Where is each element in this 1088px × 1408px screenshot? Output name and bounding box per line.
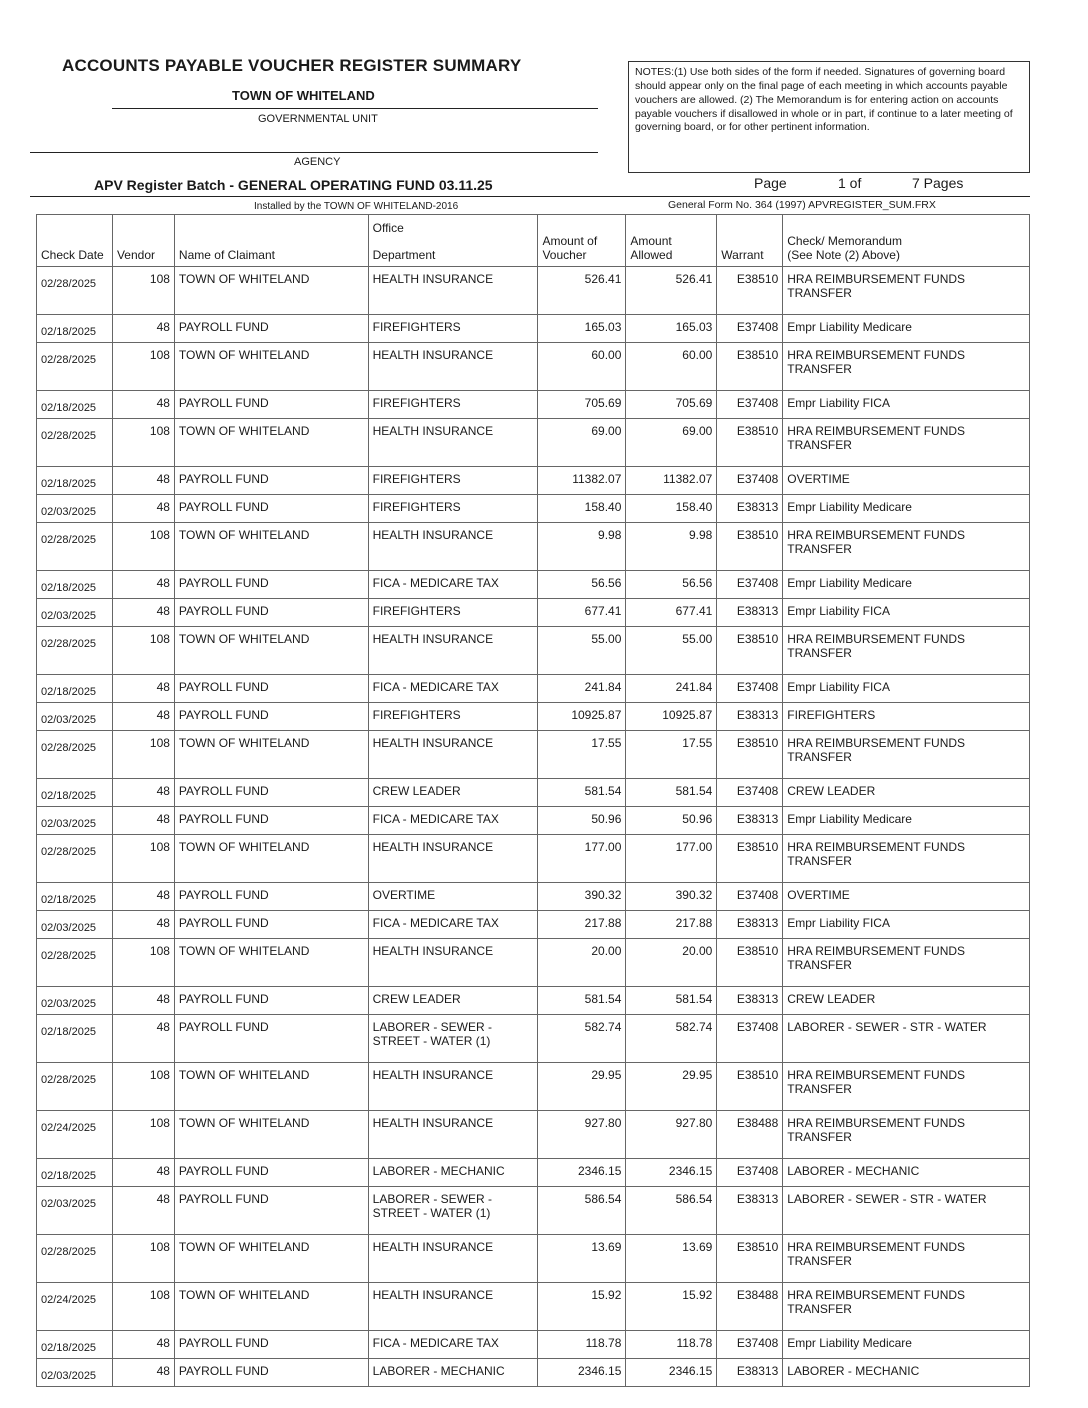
cell-warrant: E38313: [717, 703, 783, 731]
header-memorandum: [783, 215, 1030, 267]
cell-department: HEALTH INSURANCE: [368, 627, 538, 675]
cell-amount-allowed: 10925.87: [626, 703, 717, 731]
cell-department: OVERTIME: [368, 883, 538, 911]
cell-department: HEALTH INSURANCE: [368, 1063, 538, 1111]
cell-amount-voucher: 2346.15: [538, 1359, 626, 1387]
cell-check-date: 02/03/2025: [37, 987, 113, 1015]
cell-claimant: TOWN OF WHITELAND: [174, 267, 368, 315]
cell-check-date: 02/18/2025: [37, 467, 113, 495]
cell-memorandum: LABORER - SEWER - STR - WATER: [783, 1015, 1030, 1063]
cell-memorandum: Empr Liability Medicare: [783, 495, 1030, 523]
cell-check-date: 02/28/2025: [37, 1235, 113, 1283]
cell-vendor: 48: [112, 779, 174, 807]
cell-vendor: 48: [112, 571, 174, 599]
cell-warrant: E38488: [717, 1283, 783, 1331]
cell-amount-allowed: 9.98: [626, 523, 717, 571]
cell-warrant: E37408: [717, 1159, 783, 1187]
cell-check-date: 02/18/2025: [37, 779, 113, 807]
cell-warrant: E38313: [717, 495, 783, 523]
cell-department: LABORER - MECHANIC: [368, 1159, 538, 1187]
table-row: [37, 419, 1030, 467]
table-row: [37, 523, 1030, 571]
cell-vendor: 108: [112, 1111, 174, 1159]
cell-department: HEALTH INSURANCE: [368, 731, 538, 779]
cell-department: FICA - MEDICARE TAX: [368, 571, 538, 599]
cell-amount-voucher: 17.55: [538, 731, 626, 779]
cell-claimant: TOWN OF WHITELAND: [174, 419, 368, 467]
cell-amount-voucher: 390.32: [538, 883, 626, 911]
table-row: [37, 627, 1030, 675]
cell-vendor: 48: [112, 467, 174, 495]
cell-memorandum: Empr Liability Medicare: [783, 1331, 1030, 1359]
cell-check-date: 02/28/2025: [37, 419, 113, 467]
table-row: [37, 1283, 1030, 1331]
cell-check-date: 02/24/2025: [37, 1111, 113, 1159]
cell-amount-voucher: 677.41: [538, 599, 626, 627]
cell-amount-allowed: 15.92: [626, 1283, 717, 1331]
header-department: Department: [372, 248, 436, 262]
cell-warrant: E38510: [717, 419, 783, 467]
cell-check-date: 02/24/2025: [37, 1283, 113, 1331]
cell-amount-voucher: 705.69: [538, 391, 626, 419]
cell-warrant: E38510: [717, 343, 783, 391]
cell-vendor: 48: [112, 807, 174, 835]
cell-vendor: 108: [112, 267, 174, 315]
cell-amount-allowed: 582.74: [626, 1015, 717, 1063]
header-amount-voucher: Amount of Voucher: [538, 215, 626, 267]
cell-vendor: 48: [112, 703, 174, 731]
cell-memorandum: Empr Liability Medicare: [783, 571, 1030, 599]
cell-vendor: 48: [112, 1159, 174, 1187]
cell-amount-voucher: 55.00: [538, 627, 626, 675]
cell-claimant: PAYROLL FUND: [174, 571, 368, 599]
cell-amount-allowed: 29.95: [626, 1063, 717, 1111]
table-row: [37, 1331, 1030, 1359]
table-row: [37, 1359, 1030, 1387]
cell-department: HEALTH INSURANCE: [368, 1283, 538, 1331]
cell-check-date: 02/28/2025: [37, 627, 113, 675]
cell-amount-voucher: 2346.15: [538, 1159, 626, 1187]
cell-amount-voucher: 118.78: [538, 1331, 626, 1359]
cell-memorandum: Empr Liability FICA: [783, 391, 1030, 419]
cell-vendor: 108: [112, 419, 174, 467]
cell-department: HEALTH INSURANCE: [368, 419, 538, 467]
cell-department: HEALTH INSURANCE: [368, 523, 538, 571]
table-row: [37, 731, 1030, 779]
cell-claimant: PAYROLL FUND: [174, 467, 368, 495]
cell-amount-voucher: 217.88: [538, 911, 626, 939]
cell-department: FIREFIGHTERS: [368, 315, 538, 343]
cell-amount-allowed: 581.54: [626, 779, 717, 807]
cell-vendor: 108: [112, 523, 174, 571]
cell-warrant: E38510: [717, 523, 783, 571]
cell-vendor: 48: [112, 911, 174, 939]
cell-memorandum: LABORER - MECHANIC: [783, 1359, 1030, 1387]
cell-warrant: E37408: [717, 315, 783, 343]
cell-amount-voucher: 56.56: [538, 571, 626, 599]
cell-department: FIREFIGHTERS: [368, 599, 538, 627]
cell-claimant: PAYROLL FUND: [174, 391, 368, 419]
cell-amount-voucher: 177.00: [538, 835, 626, 883]
cell-check-date: 02/18/2025: [37, 391, 113, 419]
cell-department: HEALTH INSURANCE: [368, 1235, 538, 1283]
cell-warrant: E38510: [717, 731, 783, 779]
cell-memorandum: HRA REIMBURSEMENT FUNDS TRANSFER: [783, 419, 1030, 467]
cell-department: CREW LEADER: [368, 987, 538, 1015]
cell-amount-voucher: 69.00: [538, 419, 626, 467]
cell-claimant: PAYROLL FUND: [174, 779, 368, 807]
cell-amount-allowed: 165.03: [626, 315, 717, 343]
cell-check-date: 02/03/2025: [37, 495, 113, 523]
cell-claimant: TOWN OF WHITELAND: [174, 1111, 368, 1159]
town-name: TOWN OF WHITELAND: [232, 88, 375, 103]
table-row: [37, 807, 1030, 835]
cell-claimant: TOWN OF WHITELAND: [174, 1063, 368, 1111]
voucher-register-table: [36, 214, 1030, 1387]
notes-box: NOTES:(1) Use both sides of the form if needed. Signatures of governing board should appear only on the final page of each meeting in which accounts payable vouchers are allowed. (2) The Memorandum is for entering action on accounts payable vouchers if disallowed in whole or in part, if continue to a later meeting of governing board, or for other pertinent information.: [628, 61, 1030, 173]
table-row: [37, 315, 1030, 343]
cell-memorandum: OVERTIME: [783, 467, 1030, 495]
cell-amount-allowed: 118.78: [626, 1331, 717, 1359]
cell-check-date: 02/18/2025: [37, 1015, 113, 1063]
cell-amount-allowed: 2346.15: [626, 1359, 717, 1387]
cell-vendor: 108: [112, 1063, 174, 1111]
cell-department: FICA - MEDICARE TAX: [368, 911, 538, 939]
cell-memorandum: HRA REIMBURSEMENT FUNDS TRANSFER: [783, 1111, 1030, 1159]
cell-memorandum: CREW LEADER: [783, 987, 1030, 1015]
cell-memorandum: HRA REIMBURSEMENT FUNDS TRANSFER: [783, 1063, 1030, 1111]
cell-vendor: 108: [112, 1283, 174, 1331]
cell-amount-voucher: 241.84: [538, 675, 626, 703]
table-header-row: [37, 215, 1030, 267]
table-row: [37, 599, 1030, 627]
cell-check-date: 02/18/2025: [37, 1159, 113, 1187]
cell-amount-allowed: 217.88: [626, 911, 717, 939]
cell-memorandum: HRA REIMBURSEMENT FUNDS TRANSFER: [783, 267, 1030, 315]
cell-claimant: PAYROLL FUND: [174, 883, 368, 911]
cell-department: LABORER - MECHANIC: [368, 1359, 538, 1387]
table-row: [37, 779, 1030, 807]
table-row: [37, 675, 1030, 703]
cell-amount-voucher: 10925.87: [538, 703, 626, 731]
cell-warrant: E38510: [717, 627, 783, 675]
cell-claimant: TOWN OF WHITELAND: [174, 523, 368, 571]
cell-warrant: E38510: [717, 267, 783, 315]
cell-claimant: PAYROLL FUND: [174, 1015, 368, 1063]
cell-check-date: 02/03/2025: [37, 1359, 113, 1387]
cell-amount-voucher: 165.03: [538, 315, 626, 343]
cell-claimant: PAYROLL FUND: [174, 703, 368, 731]
cell-amount-allowed: 17.55: [626, 731, 717, 779]
cell-vendor: 48: [112, 599, 174, 627]
cell-warrant: E38510: [717, 1235, 783, 1283]
cell-amount-allowed: 586.54: [626, 1187, 717, 1235]
cell-claimant: PAYROLL FUND: [174, 911, 368, 939]
table-row: [37, 1187, 1030, 1235]
cell-department: FIREFIGHTERS: [368, 495, 538, 523]
cell-amount-allowed: 526.41: [626, 267, 717, 315]
cell-memorandum: HRA REIMBURSEMENT FUNDS TRANSFER: [783, 1283, 1030, 1331]
cell-department: FICA - MEDICARE TAX: [368, 807, 538, 835]
cell-warrant: E37408: [717, 571, 783, 599]
cell-vendor: 108: [112, 731, 174, 779]
cell-department: FICA - MEDICARE TAX: [368, 1331, 538, 1359]
cell-department: HEALTH INSURANCE: [368, 267, 538, 315]
cell-claimant: TOWN OF WHITELAND: [174, 1283, 368, 1331]
cell-amount-allowed: 20.00: [626, 939, 717, 987]
cell-department: HEALTH INSURANCE: [368, 1111, 538, 1159]
table-row: [37, 703, 1030, 731]
cell-amount-voucher: 581.54: [538, 987, 626, 1015]
cell-amount-voucher: 581.54: [538, 779, 626, 807]
header-check-date: Check Date: [37, 215, 113, 267]
cell-department: HEALTH INSURANCE: [368, 939, 538, 987]
table-row: [37, 1015, 1030, 1063]
cell-claimant: PAYROLL FUND: [174, 1187, 368, 1235]
cell-check-date: 02/18/2025: [37, 315, 113, 343]
table-body: [37, 267, 1030, 1387]
cell-vendor: 108: [112, 939, 174, 987]
cell-check-date: 02/03/2025: [37, 1187, 113, 1235]
cell-check-date: 02/03/2025: [37, 911, 113, 939]
cell-claimant: PAYROLL FUND: [174, 1159, 368, 1187]
cell-claimant: TOWN OF WHITELAND: [174, 939, 368, 987]
cell-warrant: E37408: [717, 1331, 783, 1359]
cell-amount-allowed: 677.41: [626, 599, 717, 627]
cell-amount-voucher: 586.54: [538, 1187, 626, 1235]
cell-amount-voucher: 13.69: [538, 1235, 626, 1283]
cell-check-date: 02/18/2025: [37, 571, 113, 599]
cell-check-date: 02/03/2025: [37, 807, 113, 835]
table-row: [37, 343, 1030, 391]
agency-rule: [30, 152, 598, 153]
cell-memorandum: OVERTIME: [783, 883, 1030, 911]
cell-warrant: E38313: [717, 599, 783, 627]
cell-claimant: PAYROLL FUND: [174, 675, 368, 703]
cell-memorandum: HRA REIMBURSEMENT FUNDS TRANSFER: [783, 343, 1030, 391]
cell-amount-allowed: 56.56: [626, 571, 717, 599]
cell-claimant: TOWN OF WHITELAND: [174, 835, 368, 883]
cell-check-date: 02/28/2025: [37, 1063, 113, 1111]
table-row: [37, 883, 1030, 911]
cell-memorandum: HRA REIMBURSEMENT FUNDS TRANSFER: [783, 835, 1030, 883]
cell-department: HEALTH INSURANCE: [368, 835, 538, 883]
cell-warrant: E37408: [717, 391, 783, 419]
cell-amount-voucher: 15.92: [538, 1283, 626, 1331]
cell-department: HEALTH INSURANCE: [368, 343, 538, 391]
cell-amount-allowed: 581.54: [626, 987, 717, 1015]
cell-department: CREW LEADER: [368, 779, 538, 807]
cell-amount-voucher: 50.96: [538, 807, 626, 835]
table-row: [37, 1235, 1030, 1283]
cell-amount-allowed: 2346.15: [626, 1159, 717, 1187]
cell-vendor: 108: [112, 627, 174, 675]
header-warrant: Warrant: [717, 215, 783, 267]
cell-amount-allowed: 60.00: [626, 343, 717, 391]
table-row: [37, 987, 1030, 1015]
table-row: [37, 911, 1030, 939]
cell-claimant: PAYROLL FUND: [174, 1359, 368, 1387]
cell-amount-allowed: 390.32: [626, 883, 717, 911]
cell-warrant: E38313: [717, 1187, 783, 1235]
cell-check-date: 02/28/2025: [37, 835, 113, 883]
cell-warrant: E38313: [717, 807, 783, 835]
top-rule: [30, 196, 1030, 197]
cell-check-date: 02/03/2025: [37, 599, 113, 627]
table-row: [37, 467, 1030, 495]
table-row: [37, 939, 1030, 987]
cell-amount-allowed: 705.69: [626, 391, 717, 419]
cell-warrant: E37408: [717, 883, 783, 911]
cell-vendor: 48: [112, 315, 174, 343]
cell-department: LABORER - SEWER - STREET - WATER (1): [368, 1015, 538, 1063]
cell-memorandum: HRA REIMBURSEMENT FUNDS TRANSFER: [783, 627, 1030, 675]
cell-check-date: 02/28/2025: [37, 267, 113, 315]
cell-memorandum: Empr Liability Medicare: [783, 315, 1030, 343]
cell-warrant: E37408: [717, 1015, 783, 1063]
cell-claimant: PAYROLL FUND: [174, 495, 368, 523]
cell-amount-allowed: 11382.07: [626, 467, 717, 495]
cell-warrant: E38313: [717, 987, 783, 1015]
table-row: [37, 1063, 1030, 1111]
cell-vendor: 108: [112, 835, 174, 883]
cell-warrant: E38313: [717, 1359, 783, 1387]
cell-check-date: 02/28/2025: [37, 523, 113, 571]
cell-amount-allowed: 241.84: [626, 675, 717, 703]
cell-claimant: TOWN OF WHITELAND: [174, 731, 368, 779]
table-row: [37, 835, 1030, 883]
cell-vendor: 48: [112, 675, 174, 703]
cell-warrant: E37408: [717, 467, 783, 495]
cell-claimant: PAYROLL FUND: [174, 807, 368, 835]
governmental-unit-label: GOVERNMENTAL UNIT: [258, 113, 378, 125]
cell-memorandum: HRA REIMBURSEMENT FUNDS TRANSFER: [783, 1235, 1030, 1283]
table-row: [37, 571, 1030, 599]
cell-vendor: 108: [112, 1235, 174, 1283]
cell-department: FIREFIGHTERS: [368, 467, 538, 495]
cell-department: FICA - MEDICARE TAX: [368, 675, 538, 703]
page-label: Page: [754, 175, 787, 191]
cell-amount-voucher: 11382.07: [538, 467, 626, 495]
cell-vendor: 48: [112, 391, 174, 419]
cell-amount-allowed: 177.00: [626, 835, 717, 883]
table-row: [37, 391, 1030, 419]
document-title: ACCOUNTS PAYABLE VOUCHER REGISTER SUMMARY: [62, 56, 522, 75]
cell-check-date: 02/18/2025: [37, 675, 113, 703]
cell-claimant: PAYROLL FUND: [174, 987, 368, 1015]
cell-check-date: 02/18/2025: [37, 883, 113, 911]
batch-title: APV Register Batch - GENERAL OPERATING FUND 03.11.25: [94, 177, 493, 193]
cell-memorandum: LABORER - MECHANIC: [783, 1159, 1030, 1187]
cell-warrant: E37408: [717, 675, 783, 703]
table-row: [37, 267, 1030, 315]
cell-check-date: 02/28/2025: [37, 939, 113, 987]
cell-warrant: E37408: [717, 779, 783, 807]
cell-warrant: E38488: [717, 1111, 783, 1159]
cell-memorandum: LABORER - SEWER - STR - WATER: [783, 1187, 1030, 1235]
cell-claimant: TOWN OF WHITELAND: [174, 343, 368, 391]
header-claimant: Name of Claimant: [174, 215, 368, 267]
cell-claimant: TOWN OF WHITELAND: [174, 1235, 368, 1283]
cell-memorandum: Empr Liability Medicare: [783, 807, 1030, 835]
total-pages: 7 Pages: [912, 175, 964, 191]
cell-vendor: 48: [112, 1187, 174, 1235]
cell-amount-voucher: 9.98: [538, 523, 626, 571]
cell-vendor: 108: [112, 343, 174, 391]
cell-department: LABORER - SEWER - STREET - WATER (1): [368, 1187, 538, 1235]
cell-amount-allowed: 13.69: [626, 1235, 717, 1283]
header-office-department: [368, 215, 538, 267]
header-vendor: Vendor: [112, 215, 174, 267]
cell-warrant: E38313: [717, 911, 783, 939]
header-office: Office: [372, 221, 404, 235]
cell-amount-allowed: 55.00: [626, 627, 717, 675]
cell-check-date: 02/18/2025: [37, 1331, 113, 1359]
cell-claimant: PAYROLL FUND: [174, 315, 368, 343]
cell-amount-allowed: 927.80: [626, 1111, 717, 1159]
header-memo-bottom: (See Note (2) Above): [787, 248, 900, 262]
cell-amount-allowed: 50.96: [626, 807, 717, 835]
cell-memorandum: CREW LEADER: [783, 779, 1030, 807]
cell-amount-voucher: 20.00: [538, 939, 626, 987]
unit-rule: [112, 108, 598, 109]
cell-memorandum: Empr Liability FICA: [783, 599, 1030, 627]
cell-department: FIREFIGHTERS: [368, 391, 538, 419]
general-form-number: General Form No. 364 (1997) APVREGISTER_SUM.FRX: [668, 199, 936, 211]
cell-memorandum: HRA REIMBURSEMENT FUNDS TRANSFER: [783, 939, 1030, 987]
cell-vendor: 48: [112, 1015, 174, 1063]
cell-check-date: 02/28/2025: [37, 343, 113, 391]
cell-amount-voucher: 927.80: [538, 1111, 626, 1159]
cell-memorandum: FIREFIGHTERS: [783, 703, 1030, 731]
cell-warrant: E38510: [717, 939, 783, 987]
cell-amount-voucher: 582.74: [538, 1015, 626, 1063]
cell-memorandum: HRA REIMBURSEMENT FUNDS TRANSFER: [783, 731, 1030, 779]
cell-amount-voucher: 60.00: [538, 343, 626, 391]
cell-memorandum: Empr Liability FICA: [783, 675, 1030, 703]
table-row: [37, 1159, 1030, 1187]
cell-amount-voucher: 158.40: [538, 495, 626, 523]
cell-amount-allowed: 69.00: [626, 419, 717, 467]
cell-vendor: 48: [112, 883, 174, 911]
cell-claimant: PAYROLL FUND: [174, 599, 368, 627]
table-row: [37, 495, 1030, 523]
cell-vendor: 48: [112, 495, 174, 523]
cell-warrant: E38510: [717, 1063, 783, 1111]
cell-amount-allowed: 158.40: [626, 495, 717, 523]
cell-department: FIREFIGHTERS: [368, 703, 538, 731]
page-number: 1 of: [838, 175, 862, 191]
cell-check-date: 02/03/2025: [37, 703, 113, 731]
cell-vendor: 48: [112, 1359, 174, 1387]
table-row: [37, 1111, 1030, 1159]
cell-amount-voucher: 526.41: [538, 267, 626, 315]
cell-warrant: E38510: [717, 835, 783, 883]
cell-amount-voucher: 29.95: [538, 1063, 626, 1111]
cell-claimant: TOWN OF WHITELAND: [174, 627, 368, 675]
cell-check-date: 02/28/2025: [37, 731, 113, 779]
cell-vendor: 48: [112, 1331, 174, 1359]
header-memo-top: Check/ Memorandum: [787, 234, 902, 248]
cell-memorandum: HRA REIMBURSEMENT FUNDS TRANSFER: [783, 523, 1030, 571]
installed-by: Installed by the TOWN OF WHITELAND-2016: [254, 201, 459, 212]
cell-vendor: 48: [112, 987, 174, 1015]
cell-memorandum: Empr Liability FICA: [783, 911, 1030, 939]
agency-label: AGENCY: [294, 156, 341, 168]
header-amount-allowed: Amount Allowed: [626, 215, 717, 267]
cell-claimant: PAYROLL FUND: [174, 1331, 368, 1359]
